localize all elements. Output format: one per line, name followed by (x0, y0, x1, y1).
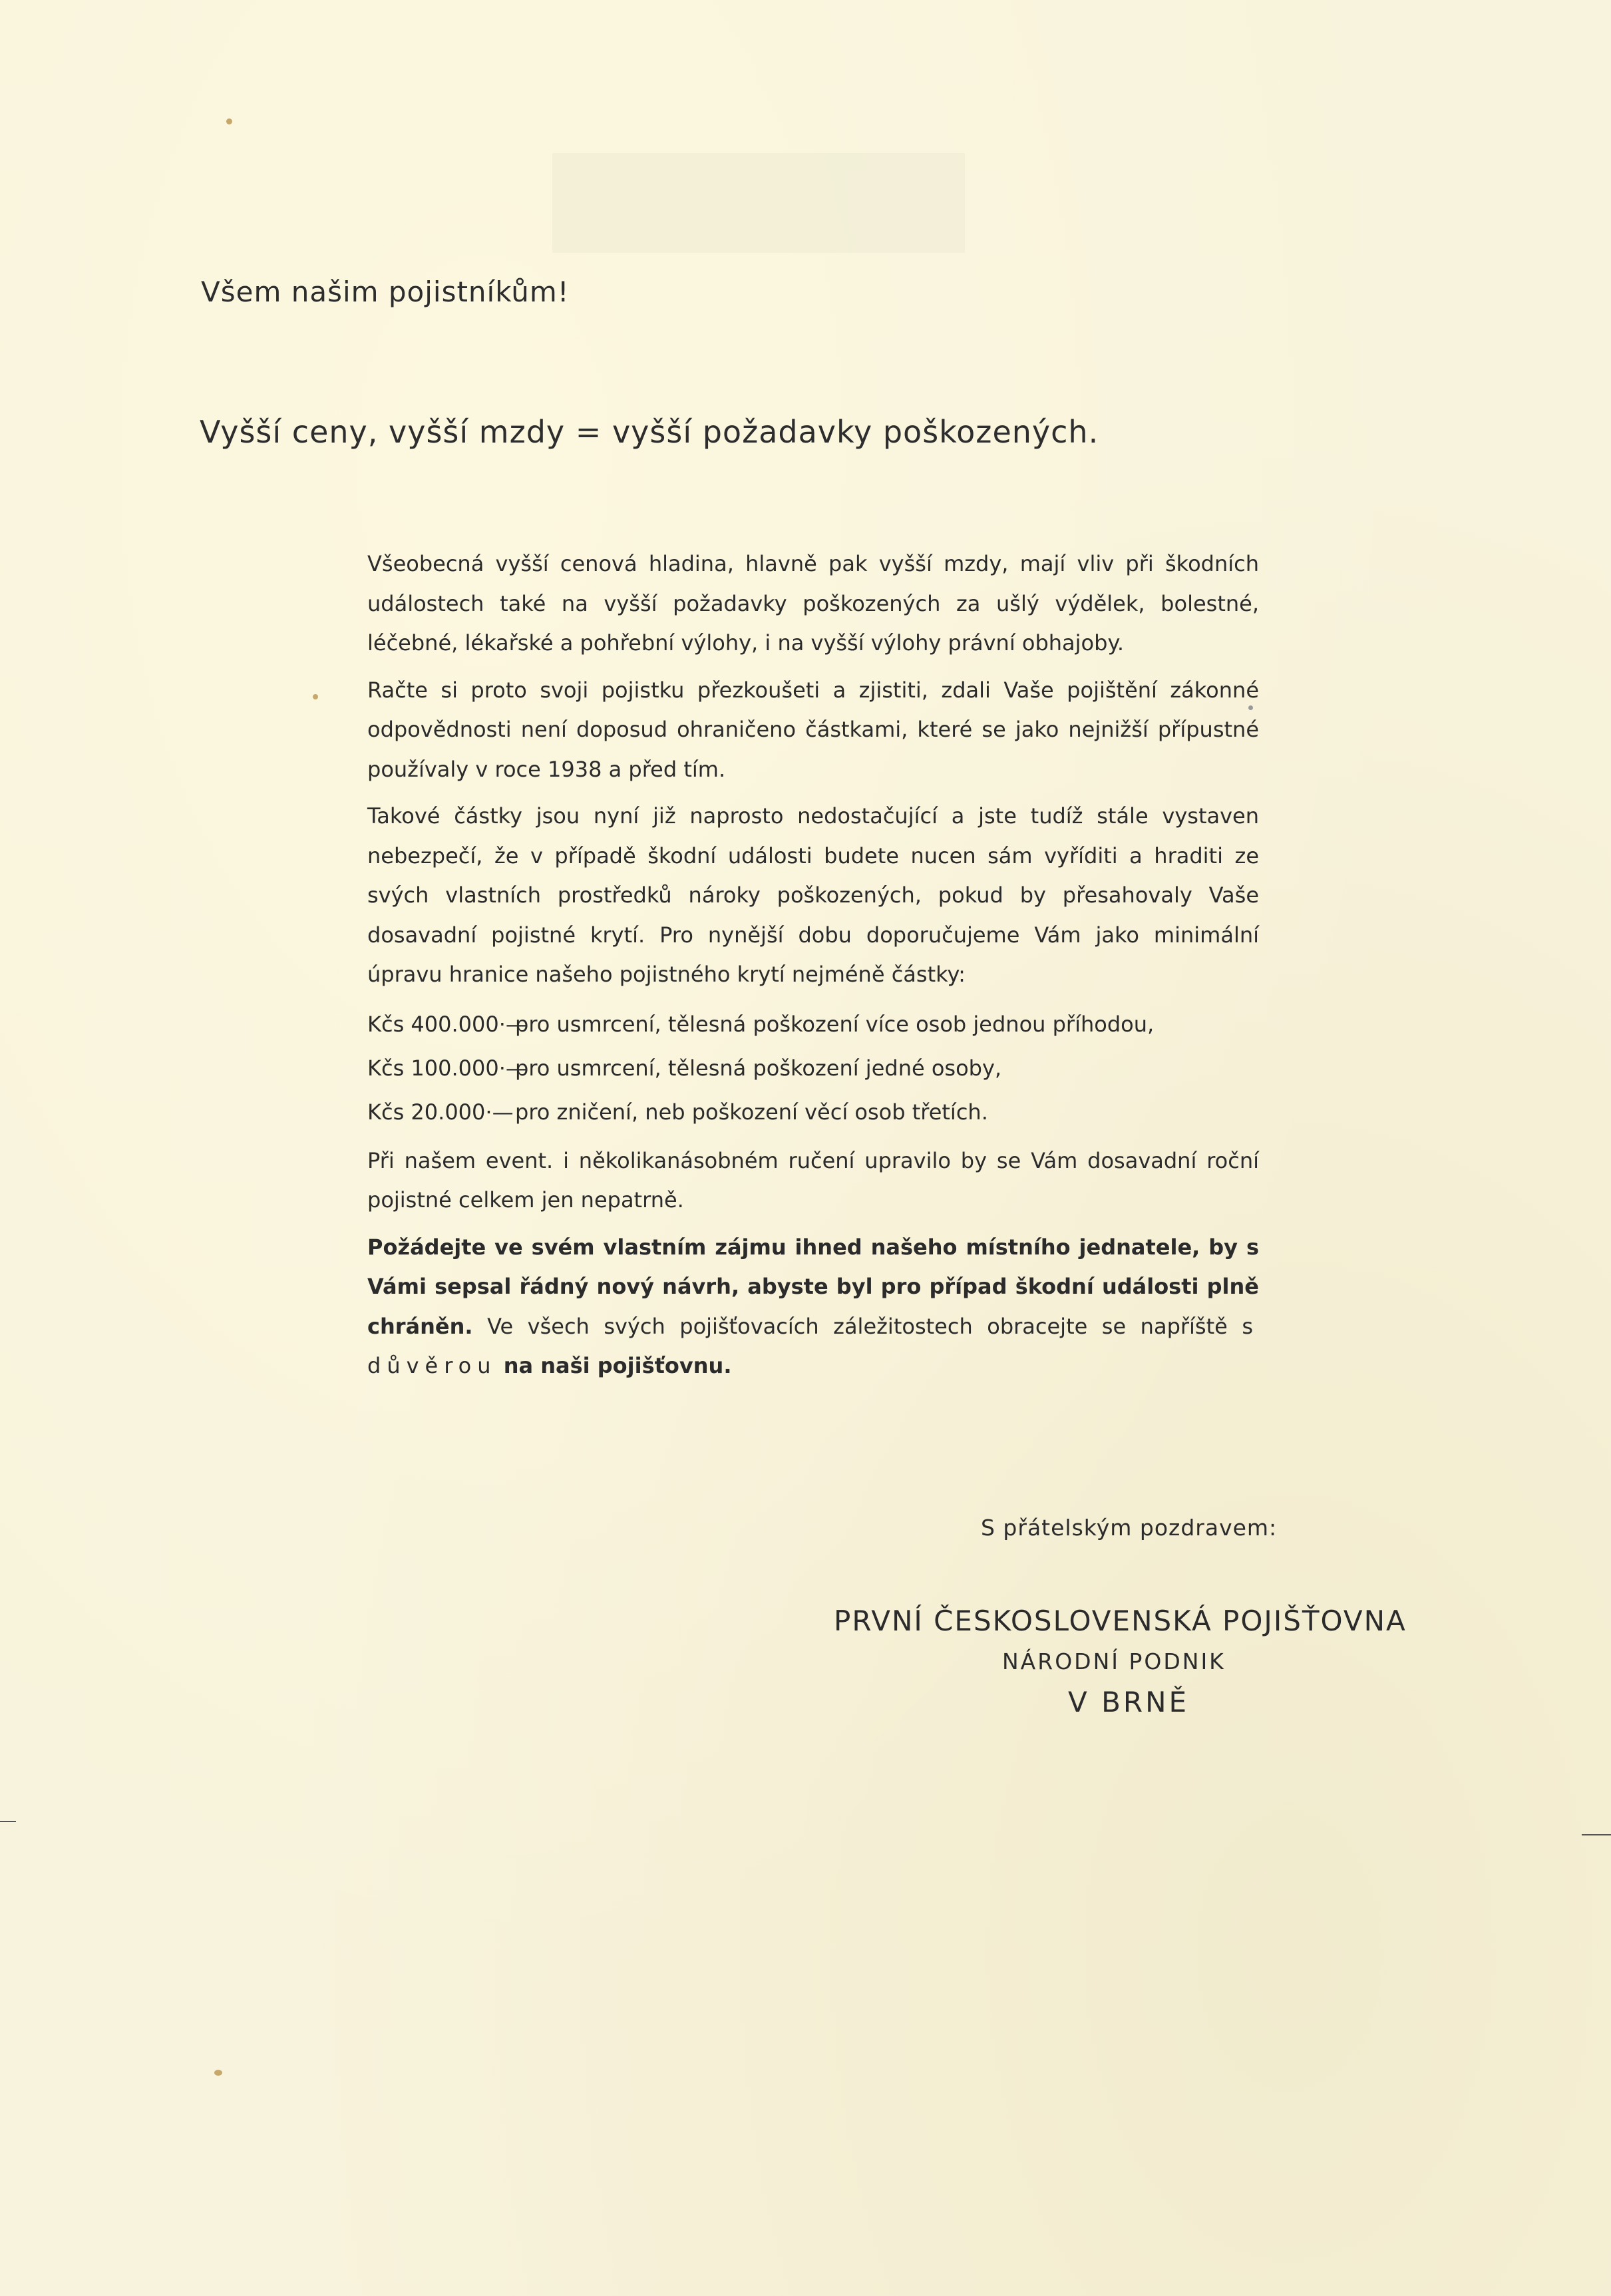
letter-body (367, 544, 1259, 1386)
paper-speck (214, 2070, 222, 2076)
amount-row (367, 1046, 1259, 1090)
paper-speck (226, 118, 232, 124)
subtitle: Vyšší ceny, vyšší mzdy = vyšší požadavky poškozených. (200, 414, 1099, 450)
paragraph-check-policy: Račte si proto svoji pojistku přezkoušeti a zjistiti, zdali Vaše pojištění zákonné odpovědnosti není doposud ohraničeno částkami, které se jako nejnižší přípustné používaly v roce 1938 a před tím. (367, 677, 1259, 782)
paragraph-price-level: Všeobecná vyšší cenová hladina, hlavně pak vyšší mzdy, mají vliv při škodních událostech také na vyšší požadavky poškozených za ušlý výdělek, bolestné, léčebné, lékařské a pohřební výlohy, i na vyšší výlohy právní obhajoby. (367, 551, 1259, 656)
closing-spaced-text: s důvěrou (367, 1313, 1260, 1378)
greeting: Všem našim pojistníkům! (201, 276, 570, 308)
bleed-through-shadow (552, 153, 965, 253)
closing-final-text: na naši pojišťovnu. (503, 1353, 732, 1378)
company-name: PRVNÍ ČESKOSLOVENSKÁ POJIŠŤOVNA (834, 1605, 1407, 1637)
closing-bold-text: Požádejte ve svém vlastním zájmu ihned našeho místního jednatele, by s Vámi sepsal řádný nový návrh, abyste byl pro případ škodní události plně chráněn. (367, 1234, 1259, 1339)
regards: S přátelským pozdravem: (981, 1515, 1278, 1541)
paragraph-event: Při našem event. i několikanásobném ručení upravilo by se Vám dosavadní roční pojistné celkem jen nepatrně. (367, 1147, 1259, 1213)
amount-row (367, 1090, 1259, 1134)
closing-normal-text: Ve všech svých pojišťovacích záležitostech obracejte se napříště (487, 1313, 1228, 1339)
company-city: V BRNĚ (1068, 1686, 1190, 1718)
fold-mark-right (1582, 1834, 1611, 1835)
paragraph-closing (367, 1228, 1259, 1386)
amount-value: Kčs 20.000·— (367, 1099, 514, 1125)
amount-description: pro zničení, neb poškození věcí osob třetích. (515, 1099, 988, 1125)
amounts-list (367, 1002, 1259, 1134)
amount-description: pro usmrcení, tělesná poškození více osob jednou příhodou, (515, 1011, 1155, 1037)
paper-speck (313, 694, 318, 699)
amount-description: pro usmrcení, tělesná poškození jedné osoby, (515, 1055, 1002, 1081)
paragraph-insufficient-amounts: Takové částky jsou nyní již naprosto nedostačující a jste tudíž stále vystaven nebezpečí, že v případě škodní události budete nucen sám vyříditi a hraditi ze svých vlastních prostředků nároky poškozených, pokud by přesahovaly Vaše dosavadní pojistné krytí. Pro nynější dobu doporučujeme Vám jako minimální úpravu hranice našeho pojistného krytí nejméně částky: (367, 803, 1259, 987)
amount-value: Kčs 100.000·— (367, 1055, 527, 1081)
amount-value: Kčs 400.000·— (367, 1011, 527, 1037)
company-type: NÁRODNÍ PODNIK (1002, 1648, 1226, 1674)
fold-mark-left (0, 1821, 16, 1822)
amount-row (367, 1002, 1259, 1046)
